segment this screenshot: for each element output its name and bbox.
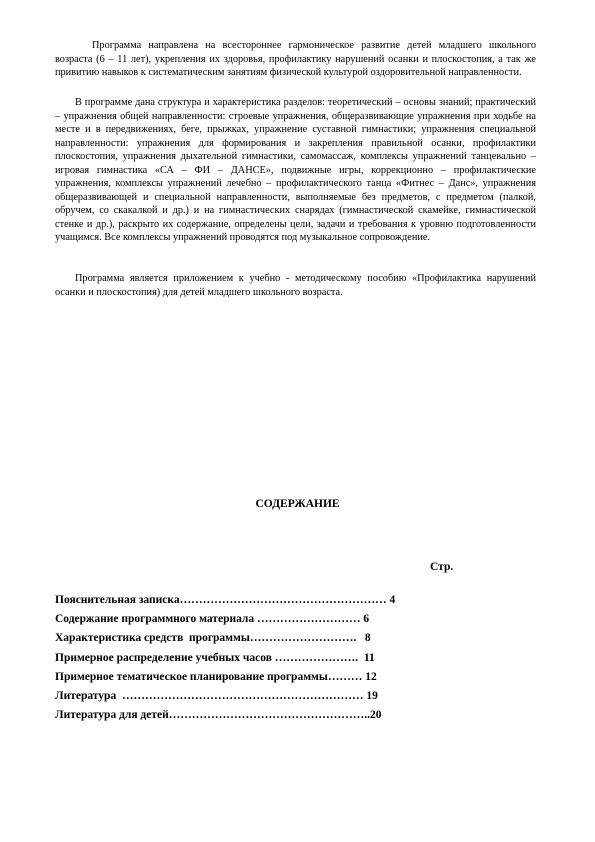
toc-entry-line: Литература ……………………………………………………… 19 xyxy=(55,689,378,702)
toc-entry xyxy=(55,613,525,632)
toc-entry-line: Пояснительная записка……………………………………………… 4 xyxy=(55,594,396,606)
toc-entry-line: Литература для детей……………………………………………..20 xyxy=(55,709,382,722)
toc-entry xyxy=(55,594,525,613)
contents-heading: СОДЕРЖАНИЕ xyxy=(255,498,340,510)
toc-entry-line: Содержание программного материала ……………………… 6 xyxy=(55,613,370,626)
toc-entry-line: Примерное тематическое планирование программы……… 12 xyxy=(55,670,377,683)
page-column-label: Стр. xyxy=(430,561,454,573)
toc-entry-line: Примерное распределение учебных часов …………………. 11 xyxy=(55,651,375,664)
table-of-contents xyxy=(55,594,525,728)
toc-entry xyxy=(55,690,525,709)
intro-paragraph: Программа направлена на всестороннее гармоническое развитие детей младшего школьного возраста (6 – 11 лет), укрепления их здоровья, профилактику нарушений осанки и плоскостопия, а так же привитию навыков к систематическим занятиям физической культурой оздоровительной направленности. xyxy=(55,40,536,78)
structure-paragraph: В программе дана структура и характеристика разделов: теоретический – основы знаний; практический – упражнения общей направленности: строевые упражнения, общеразвивающие упражнения при ходьбе на месте и в передвижениях, беге, прыжках, упражнение суставной гимнастики; упражнения специальной направленности: упражнения для формирования и закрепления правильной осанки, профилактики плоскостопия, упражнения дыхательной гимнастики, самомассаж, комплексы упражнений танцевально – игровая гимнастика «СА – ФИ – ДАНСЕ», подвижные игры, коррекционно – профилактические упражнения, комплексы упражнений лечебно – профилактического танца «Фитнес – Данс», упражнения общеразвивающей и специальной направленности, выполняемые без предметов, с предметом (палкой, обручем, со скакалкой и др.) и на гимнастических снарядах (гимнастической скамейке, гимнастической стенке и др.), раскрыто их содержание, определены цели, задачи и требования к уровню подготовленности учащимся. Все комплексы упражнений проводятся под музыкальное сопровождение. xyxy=(55,97,536,243)
appendix-paragraph: Программа является приложением к учебно - методическому пособию «Профилактика нарушений осанки и плоскостопия) для детей младшего школьного возраста. xyxy=(55,273,536,298)
toc-entry-line: Характеристика средств программы………………………. 8 xyxy=(55,632,371,645)
toc-entry xyxy=(55,632,525,651)
toc-entry xyxy=(55,671,525,690)
toc-entry xyxy=(55,652,525,671)
toc-entry xyxy=(55,709,525,728)
